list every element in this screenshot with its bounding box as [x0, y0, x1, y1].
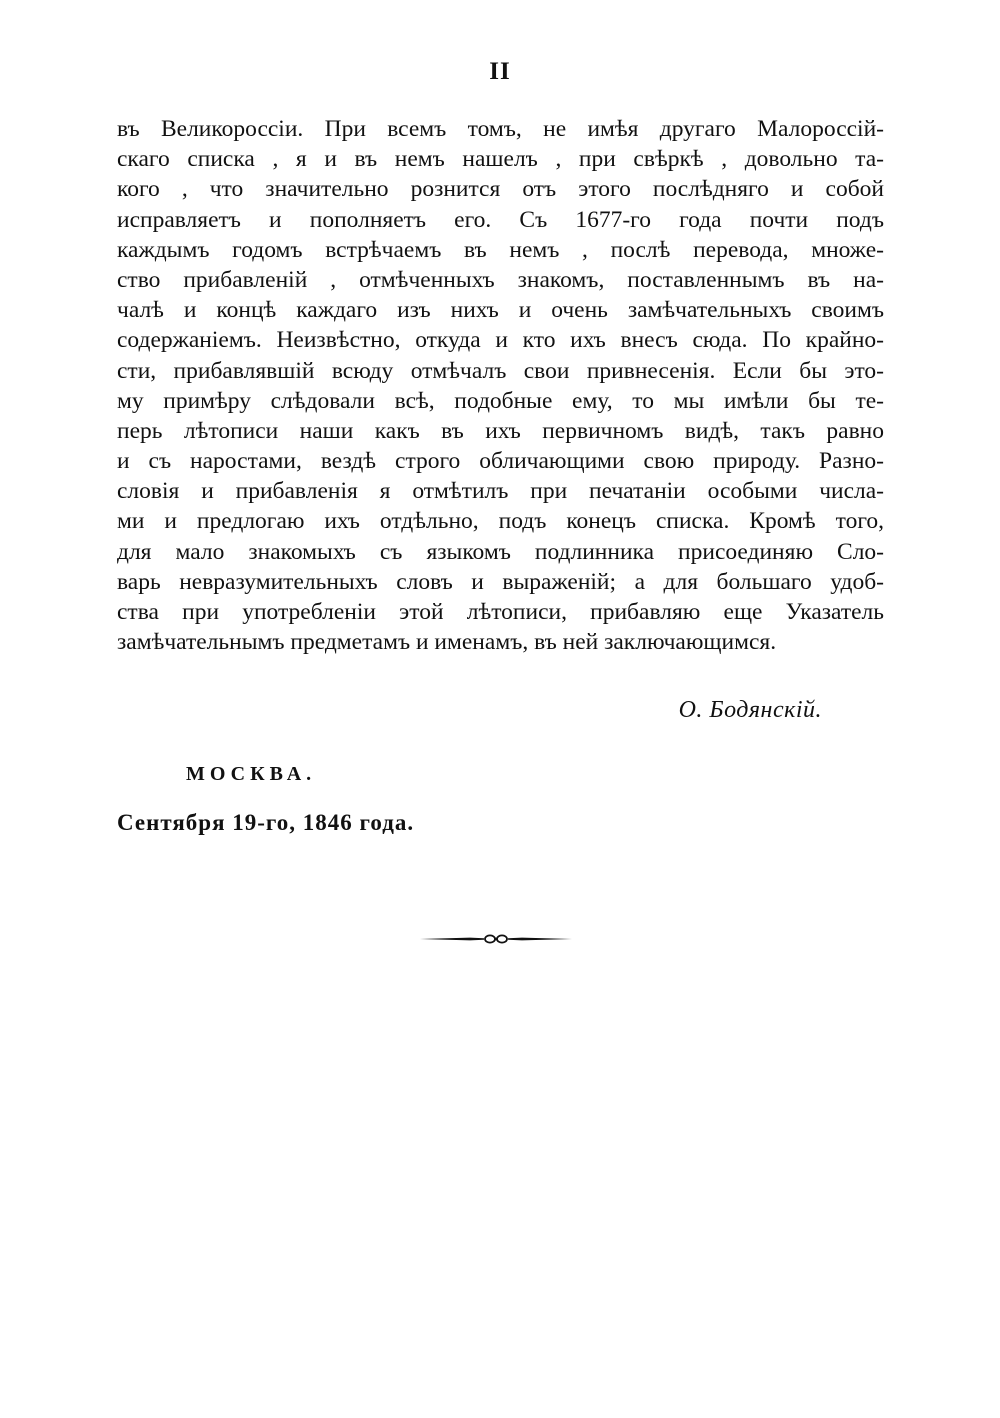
- text-line: варь невразумительныхъ словъ и выраженій; а для большаго удоб-: [117, 568, 884, 595]
- text-line: исправляетъ и пополняетъ его. Съ 1677-го года почти подъ: [117, 206, 884, 233]
- text-line: для мало знакомыхъ съ языкомъ подлинника присоединяю Сло-: [117, 538, 884, 565]
- text-line: чалѣ и концѣ каждаго изъ нихъ и очень замѣчательныхъ своимъ: [117, 297, 884, 324]
- text-line: въ Великороссіи. При всемъ томъ, не имѣя другаго Малороссій-: [117, 116, 884, 142]
- text-line: каждымъ годомъ встрѣчаемъ въ немъ , послѣ перевода, множе-: [117, 236, 884, 263]
- text-line: словія и прибавленія я отмѣтилъ при печатаніи особыми числа-: [117, 478, 884, 505]
- text-line: му примѣру слѣдовали всѣ, подобные ему, то мы имѣли бы те-: [117, 387, 884, 414]
- text-line: сти, прибавлявшій всюду отмѣчалъ свои привнесенія. Если бы это-: [117, 357, 884, 384]
- text-line: кого , что значительно рознится отъ этого послѣдняго и собой: [117, 176, 884, 203]
- text-line: перь лѣтописи наши какъ въ ихъ первичномъ видѣ, такъ равно: [117, 417, 884, 444]
- text-line: ства при употребленіи этой лѣтописи, прибавляю еще Указатель: [117, 599, 884, 625]
- text-line: скаго списка , я и въ немъ нашелъ , при свѣркѣ , довольно та-: [117, 146, 884, 173]
- date-line: Сентября 19-го, 1846 года.: [117, 810, 415, 835]
- decorative-flourish-icon: [418, 929, 574, 949]
- text-line: ство прибавленій , отмѣченныхъ знакомъ, поставленнымъ въ на-: [117, 266, 884, 293]
- text-line: содержаніемъ. Неизвѣстно, откуда и кто ихъ внесъ сюда. По крайно-: [117, 327, 884, 354]
- place-of-writing: МОСКВА.: [186, 763, 317, 785]
- page-number: II: [489, 58, 511, 85]
- text-line: ми и предлогаю ихъ отдѣльно, подъ конецъ списка. Кромѣ того,: [117, 508, 884, 535]
- author-signature: О. Бодянскій.: [678, 697, 822, 723]
- body-paragraph: [117, 114, 884, 657]
- text-line: и съ наростами, вездѣ строго обличающими свою природу. Разно-: [117, 448, 884, 475]
- text-line: замѣчательнымъ предметамъ и именамъ, въ ней заключающимся.: [117, 629, 777, 656]
